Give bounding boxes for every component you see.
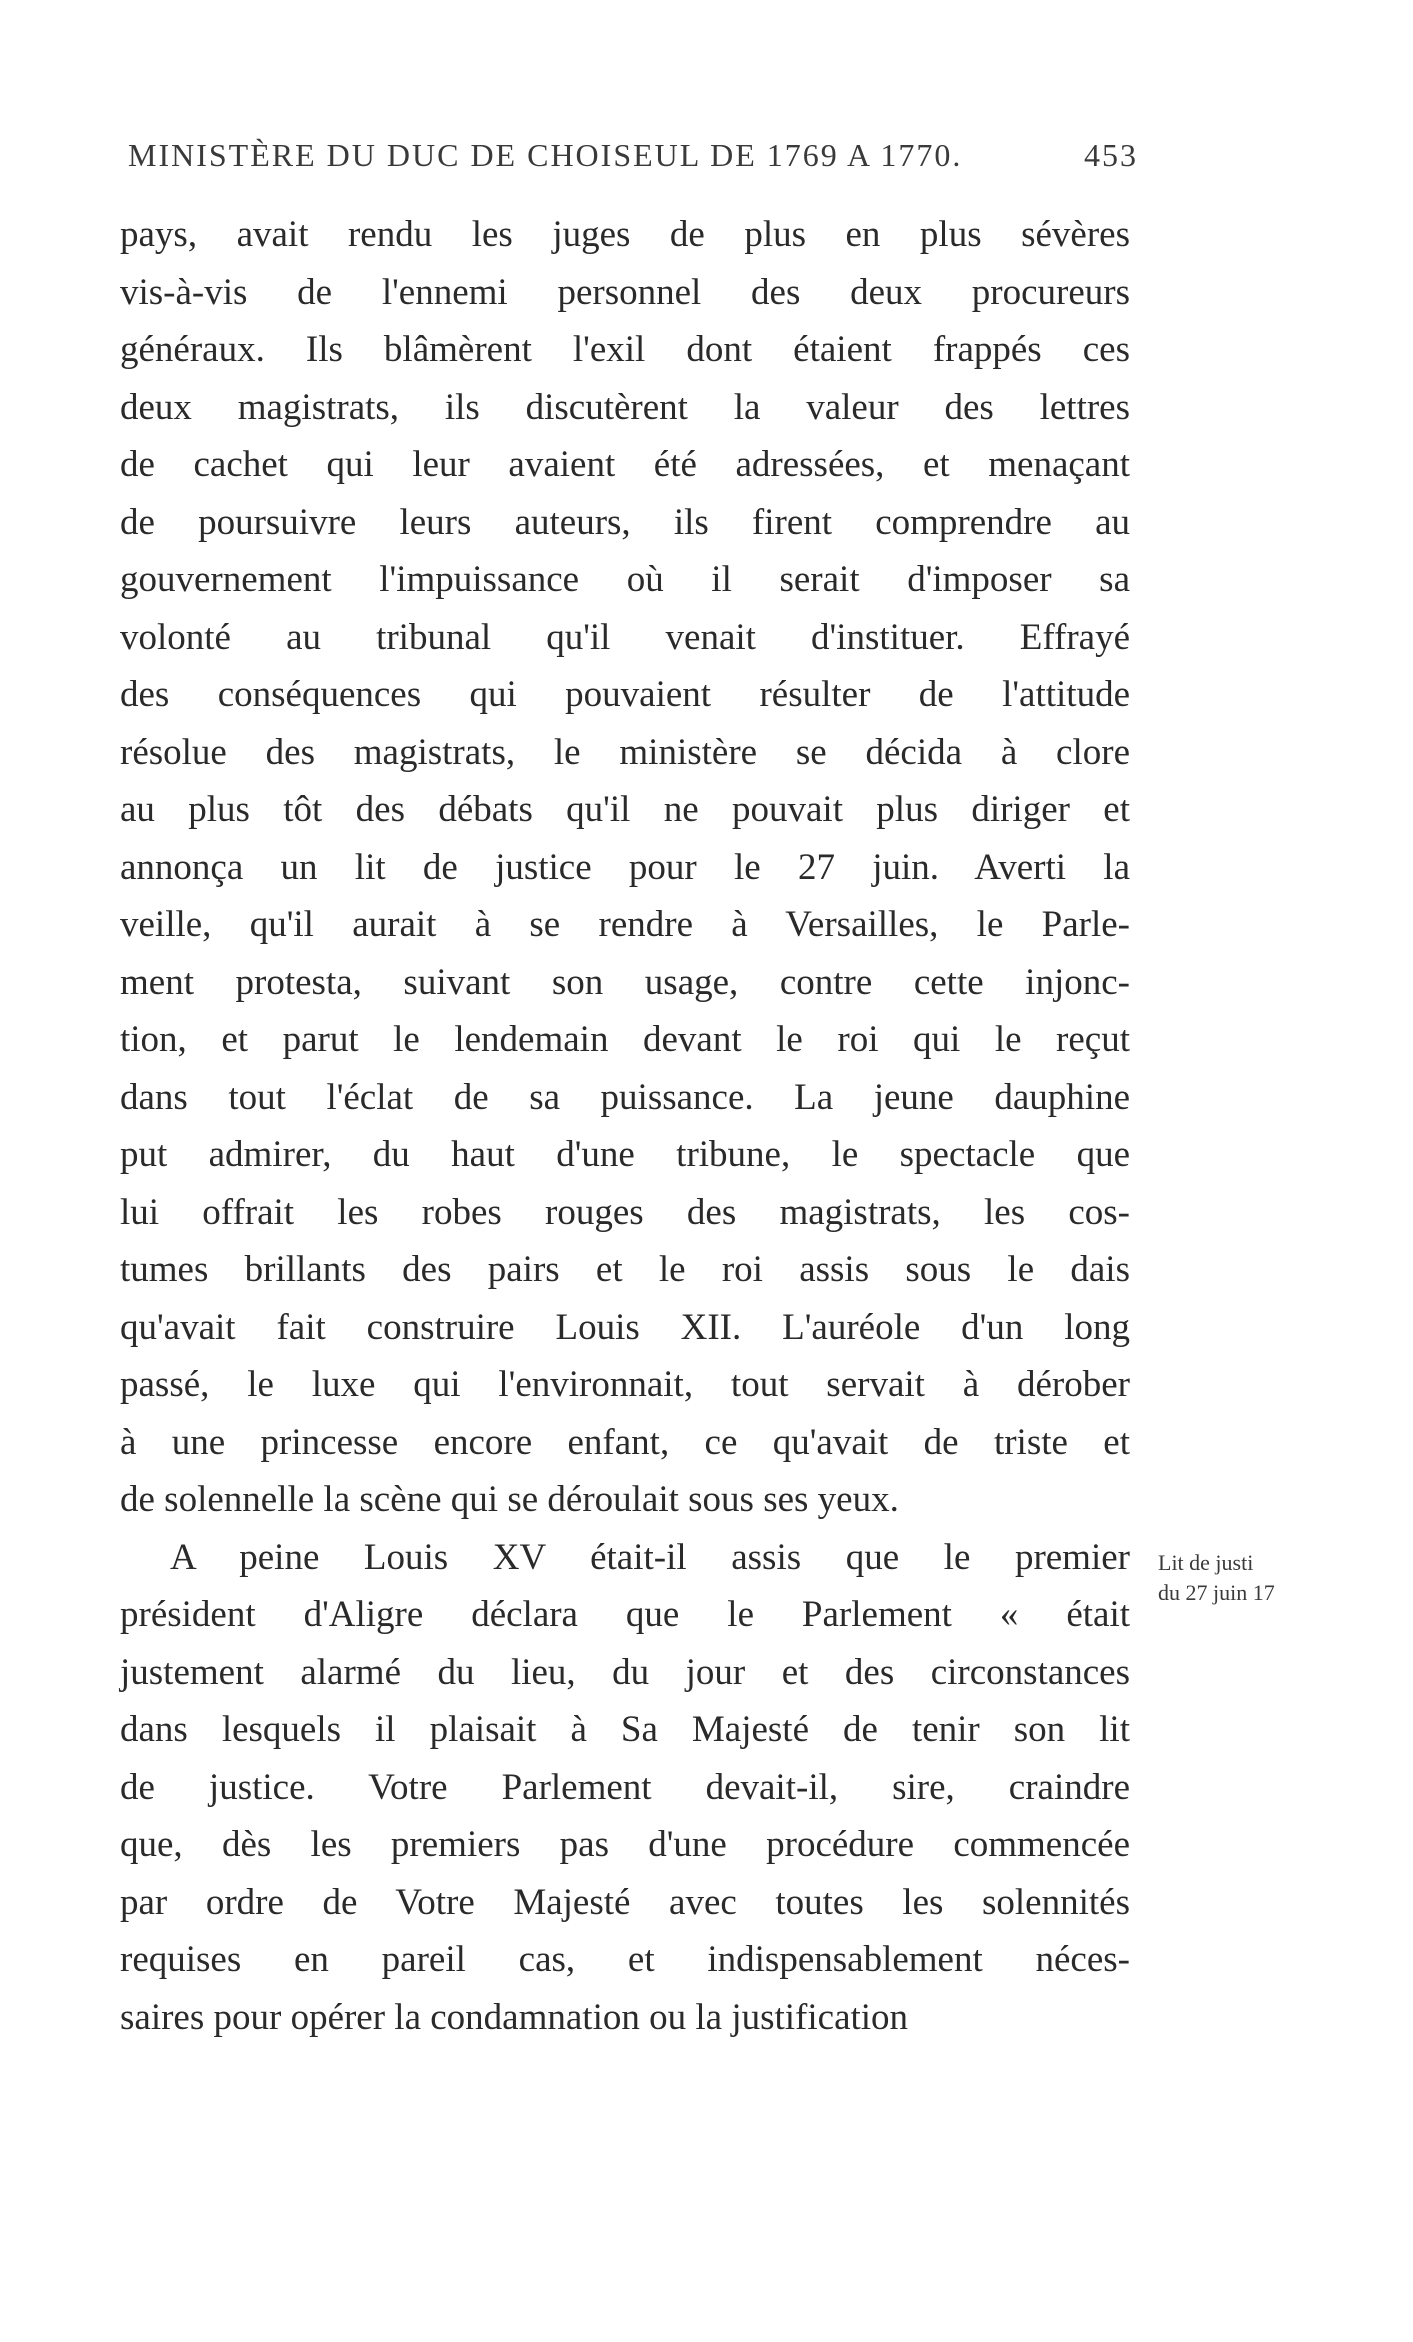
text-line: veille, qu'il aurait à se rendre à Versailles, le Parle- xyxy=(120,904,1130,945)
margin-note-line: Lit de justi xyxy=(1158,1550,1254,1575)
text-line: tion, et parut le lendemain devant le roi qui le reçut xyxy=(120,1019,1130,1060)
text-line: que, dès les premiers pas d'une procédure commencée xyxy=(120,1824,1130,1865)
text-line: de cachet qui leur avaient été adressées, et menaçant xyxy=(120,444,1130,485)
page-number: 453 xyxy=(1084,137,1138,173)
text-line: annonça un lit de justice pour le 27 juin. Averti la xyxy=(120,846,1130,888)
text-line: deux magistrats, ils discutèrent la valeur des lettres xyxy=(120,386,1130,428)
text-line: dans tout l'éclat de sa puissance. La jeune dauphine xyxy=(120,1076,1130,1118)
text-line: résolue des magistrats, le ministère se décida à clore xyxy=(120,731,1130,773)
text-line: justement alarmé du lieu, du jour et des circonstances xyxy=(120,1651,1130,1693)
running-title: MINISTÈRE DU DUC DE CHOISEUL DE 1769 A 1770. xyxy=(128,137,963,173)
margin-note-line: du 27 juin 17 xyxy=(1158,1580,1275,1605)
text-line: lui offrait les robes rouges des magistrats, les cos- xyxy=(120,1191,1130,1233)
text-line: tumes brillants des pairs et le roi assis sous le dais xyxy=(120,1249,1130,1290)
text-line: put admirer, du haut d'une tribune, le spectacle que xyxy=(120,1134,1130,1175)
text-line: au plus tôt des débats qu'il ne pouvait plus diriger et xyxy=(120,789,1130,830)
text-line: de justice. Votre Parlement devait-il, sire, craindre xyxy=(120,1766,1130,1808)
text-line: gouvernement l'impuissance où il serait d'imposer sa xyxy=(120,559,1130,600)
text-line: généraux. Ils blâmèrent l'exil dont étaient frappés ces xyxy=(120,329,1130,370)
text-line: qu'avait fait construire Louis XII. L'auréole d'un long xyxy=(120,1306,1130,1348)
margin-note xyxy=(1158,1548,1318,1608)
text-line: saires pour opérer la condamnation ou la justification xyxy=(120,1996,909,2038)
text-line: des conséquences qui pouvaient résulter de l'attitude xyxy=(120,674,1130,715)
text-line: ment protesta, suivant son usage, contre cette injonc- xyxy=(120,961,1130,1003)
text-line: à une princesse encore enfant, ce qu'avait de triste et xyxy=(120,1421,1130,1463)
text-line: par ordre de Votre Majesté avec toutes les solennités xyxy=(120,1881,1130,1923)
text-line: dans lesquels il plaisait à Sa Majesté de tenir son lit xyxy=(120,1709,1130,1750)
text-line: de solennelle la scène qui se déroulait sous ses yeux. xyxy=(120,1479,899,1520)
text-line: vis-à-vis de l'ennemi personnel des deux procureurs xyxy=(120,271,1130,313)
text-line: volonté au tribunal qu'il venait d'instituer. Effrayé xyxy=(120,616,1130,658)
text-line: requises en pareil cas, et indispensablement néces- xyxy=(120,1939,1130,1980)
text-line: de poursuivre leurs auteurs, ils firent comprendre au xyxy=(120,501,1130,543)
text-line: passé, le luxe qui l'environnait, tout servait à dérober xyxy=(120,1364,1130,1405)
text-line: A peine Louis XV était-il assis que le premier xyxy=(170,1536,1130,1578)
body-text xyxy=(120,206,1130,2046)
text-line: pays, avait rendu les juges de plus en plus sévères xyxy=(120,214,1130,255)
text-line: président d'Aligre déclara que le Parlement « était xyxy=(120,1594,1130,1635)
running-head xyxy=(128,137,1138,177)
